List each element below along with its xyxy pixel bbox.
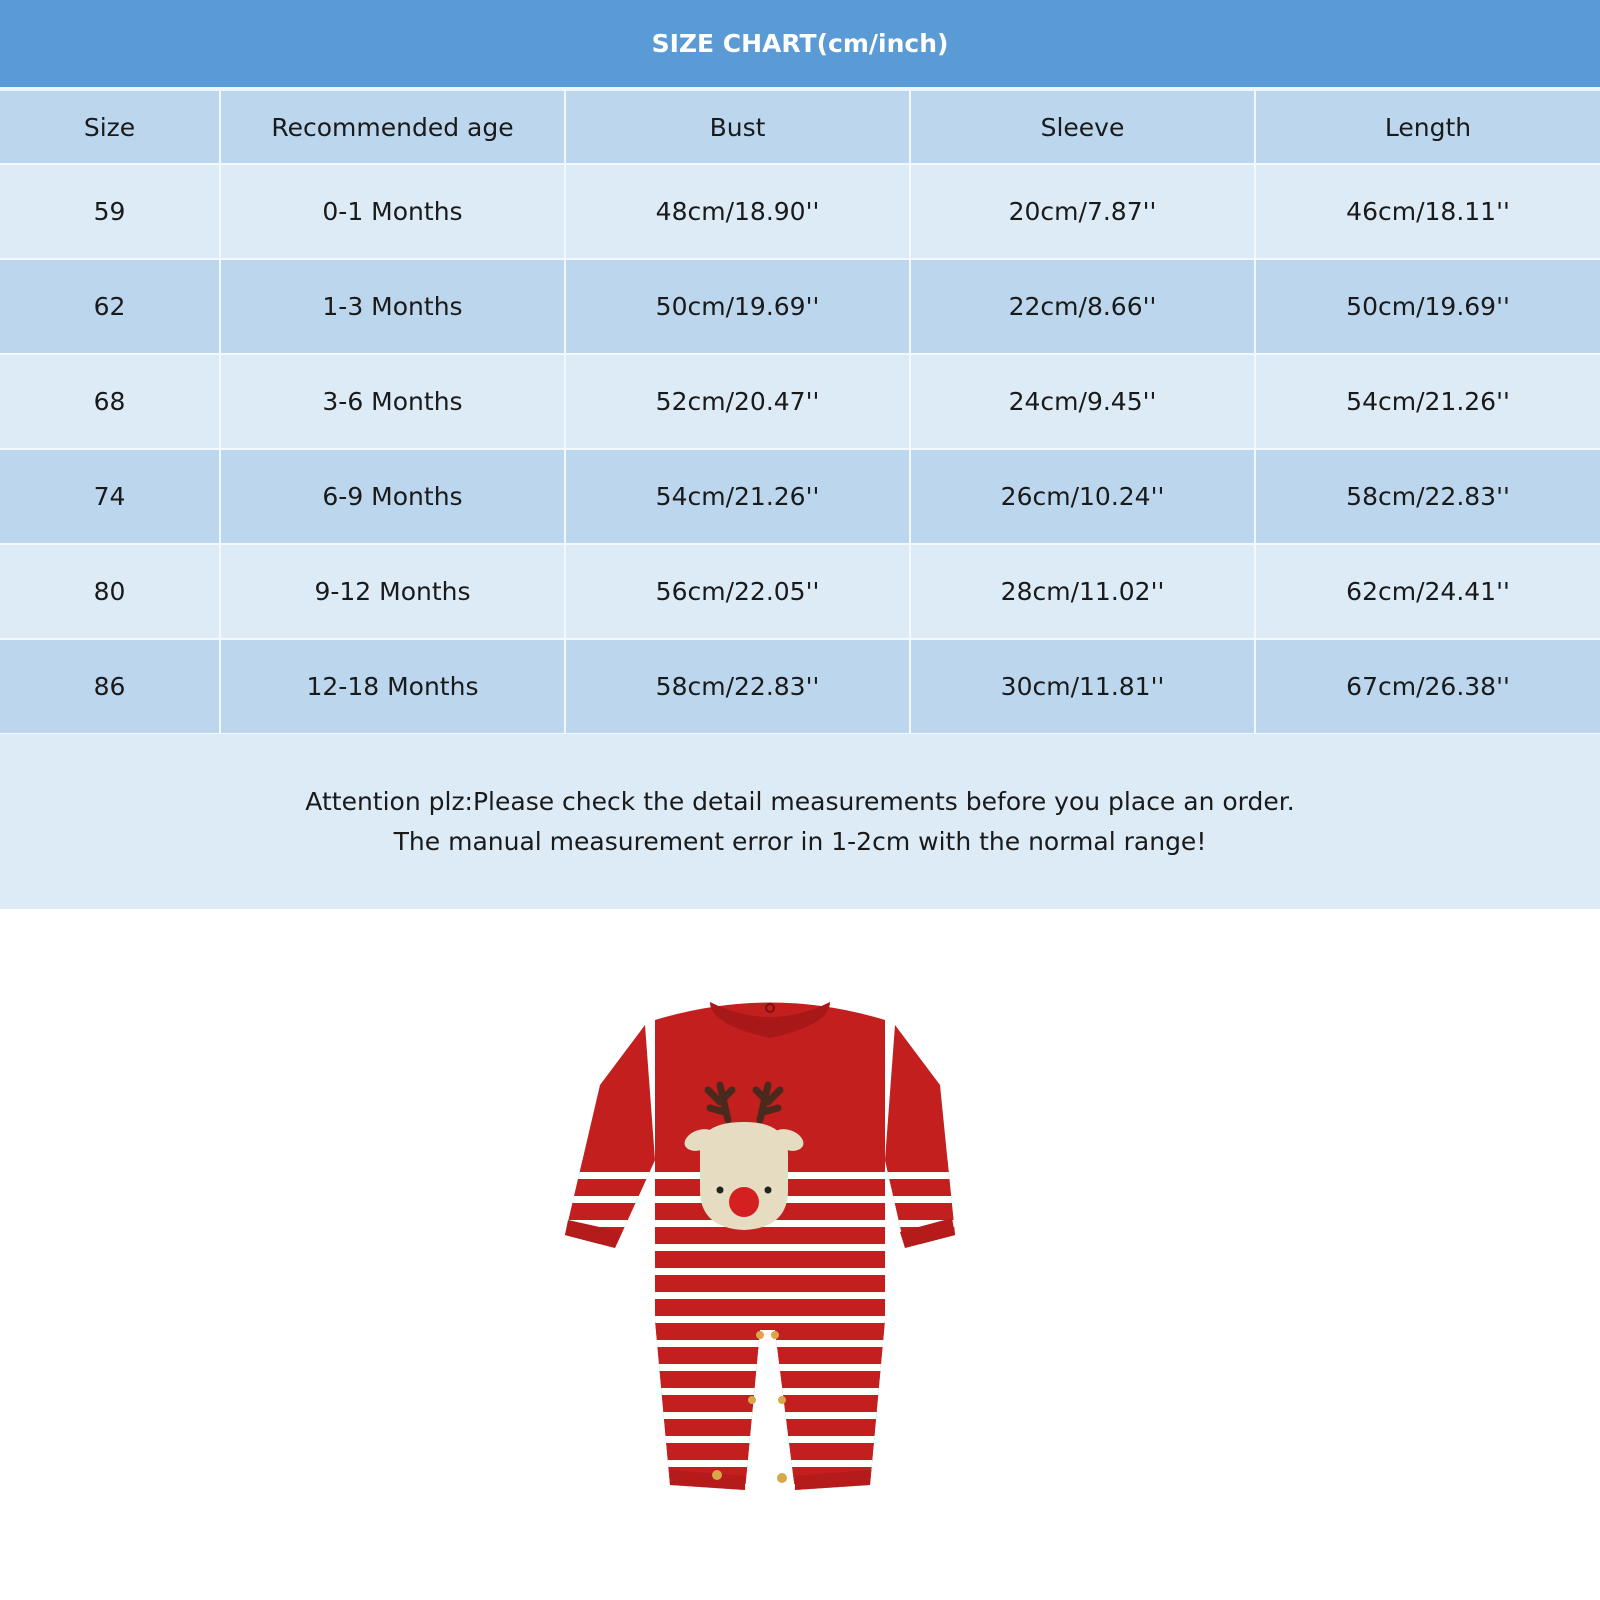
reindeer-romper-icon — [560, 990, 980, 1525]
sleeve-cell: 24cm/9.45'' — [910, 354, 1255, 449]
bust-cell: 52cm/20.47'' — [565, 354, 910, 449]
bust-cell: 50cm/19.69'' — [565, 259, 910, 354]
age-cell: 1-3 Months — [220, 259, 565, 354]
length-cell: 62cm/24.41'' — [1255, 544, 1600, 639]
age-cell: 3-6 Months — [220, 354, 565, 449]
length-cell: 46cm/18.11'' — [1255, 164, 1600, 259]
size-chart-table — [0, 91, 1600, 735]
table-row — [0, 164, 1600, 259]
size-cell: 80 — [0, 544, 220, 639]
size-cell: 59 — [0, 164, 220, 259]
table-row — [0, 259, 1600, 354]
column-header-bust: Bust — [565, 91, 910, 164]
table-header-row — [0, 91, 1600, 164]
age-cell: 9-12 Months — [220, 544, 565, 639]
attention-note — [0, 734, 1600, 909]
attention-note-line-2: The manual measurement error in 1-2cm with the normal range! — [393, 826, 1207, 856]
size-cell: 62 — [0, 259, 220, 354]
bust-cell: 54cm/21.26'' — [565, 449, 910, 544]
sleeve-cell: 28cm/11.02'' — [910, 544, 1255, 639]
size-cell: 74 — [0, 449, 220, 544]
column-header-sleeve: Sleeve — [910, 91, 1255, 164]
length-cell: 58cm/22.83'' — [1255, 449, 1600, 544]
age-cell: 0-1 Months — [220, 164, 565, 259]
age-cell: 12-18 Months — [220, 639, 565, 734]
left-sleeve — [565, 1025, 655, 1248]
sleeve-cell: 30cm/11.81'' — [910, 639, 1255, 734]
bust-cell: 56cm/22.05'' — [565, 544, 910, 639]
sleeve-cell: 26cm/10.24'' — [910, 449, 1255, 544]
size-cell: 86 — [0, 639, 220, 734]
length-cell: 50cm/19.69'' — [1255, 259, 1600, 354]
age-cell: 6-9 Months — [220, 449, 565, 544]
length-cell: 54cm/21.26'' — [1255, 354, 1600, 449]
bust-cell: 48cm/18.90'' — [565, 164, 910, 259]
product-image — [560, 990, 980, 1525]
sleeve-cell: 22cm/8.66'' — [910, 259, 1255, 354]
size-cell: 68 — [0, 354, 220, 449]
length-cell: 67cm/26.38'' — [1255, 639, 1600, 734]
table-row — [0, 354, 1600, 449]
table-row — [0, 449, 1600, 544]
size-chart-title: SIZE CHART(cm/inch) — [651, 29, 949, 58]
column-header-age: Recommended age — [220, 91, 565, 164]
bust-cell: 58cm/22.83'' — [565, 639, 910, 734]
attention-note-line-1: Attention plz:Please check the detail measurements before you place an order. — [305, 786, 1295, 816]
romper-body — [655, 1002, 885, 1490]
column-header-size: Size — [0, 91, 220, 164]
table-row — [0, 544, 1600, 639]
sleeve-cell: 20cm/7.87'' — [910, 164, 1255, 259]
column-header-length: Length — [1255, 91, 1600, 164]
size-chart-header — [0, 0, 1600, 87]
right-sleeve — [885, 1025, 955, 1248]
table-row — [0, 639, 1600, 734]
